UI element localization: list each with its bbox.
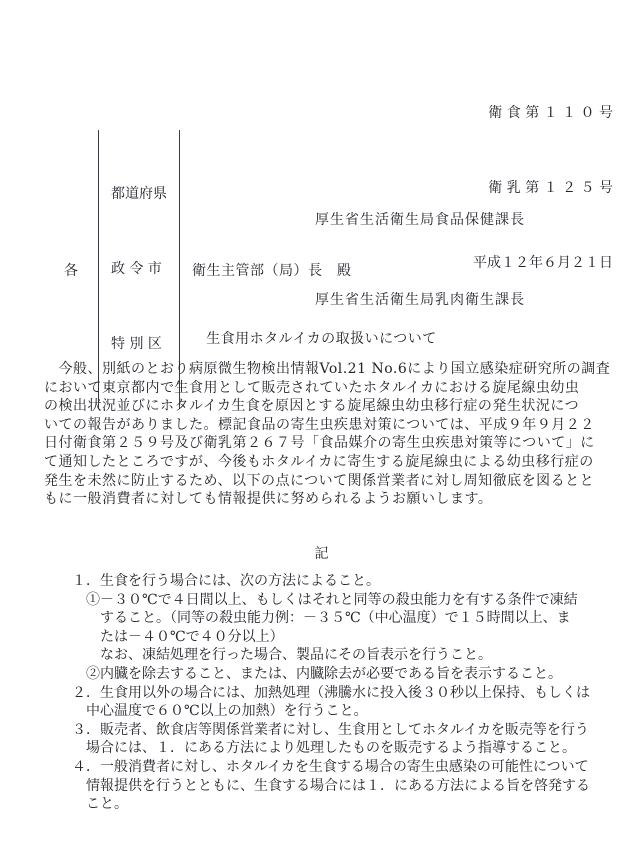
body-line: もに一般消費者に対しても情報提供に努められるようお願いします。 (44, 491, 493, 508)
record-marker: 記 (314, 546, 329, 562)
list-line: 場合には、１．にある方法により処理したものを販売するよう指導すること。 (72, 740, 576, 757)
sender-line: 厚生省生活衛生局食品保健課長 (315, 212, 525, 228)
list-line: １．生食を行う場合には、次の方法によること。 (72, 573, 380, 589)
instruction-list (72, 572, 632, 814)
list-line: なお、凍結処理を行った場合、製品にその旨表示を行うこと。 (72, 647, 492, 664)
body-line: において東京都内で生食用として販売されていたホタルイカにおける旋尾線虫幼虫 (44, 379, 580, 396)
doc-number-line: 衛 乳 第 １ ２ ５ 号 (488, 180, 613, 196)
recipient-line: 都道府県 (111, 186, 167, 202)
list-line: すること。（同等の殺虫能力例：－３５℃（中心温度）で１５時間以上、ま (72, 610, 571, 627)
list-line: たは－４０℃で４０分以上） (72, 628, 284, 645)
list-line: ３．販売者、飲食店等関係営業者に対し、生食用としてホタルイカを販売等を行う (72, 721, 589, 738)
body-line: 発生を未然に防止するため、以下の点について関係営業者に対し周知徹底を図るとと (44, 472, 595, 489)
body-line: いての報告がありました。標記食品の寄生虫疾患対策については、平成９年９月２２ (44, 416, 595, 433)
body-paragraph (44, 360, 619, 509)
list-line: ２．生食用以外の場合には、加熱処理（沸騰水に投入後３０秒以上保持、もしくは (72, 684, 590, 701)
body-line: の検出状況並びにホタルイカ生食を原因とする旋尾線虫幼虫移行症の発生状況につ (44, 398, 580, 415)
list-line: 情報提供を行うとともに、生食する場合には１．にある方法による旨を啓発する (72, 777, 590, 794)
body-line: 日付衛食第２５９号及び衛乳第２６７号「食品媒介の寄生虫疾患対策等について」に (44, 435, 595, 452)
body-line: 今般、別紙のとおり病原微生物検出情報Vol.21 No.6により国立感染症研究所の調査 (44, 361, 611, 377)
list-line: ②内臓を除去すること、または、内臓除去が必要である旨を表示すること。 (72, 665, 562, 682)
addressee-title: 衛生主管部（局）長 殿 (192, 262, 352, 279)
doc-number-line: 衛 食 第 １ １ ０ 号 (488, 105, 613, 121)
sender-line: 厚生省生活衛生局乳肉衛生課長 (315, 292, 525, 308)
recipient-line: 特 別 区 (111, 336, 162, 352)
addressee-prefix: 各 (64, 262, 78, 279)
body-line: て通知したところですが、今後もホタルイカに寄生する旋尾線虫による幼虫移行症の (44, 453, 594, 470)
list-line: ４．一般消費者に対し、ホタルイカを生食する場合の寄生虫感染の可能性について (72, 758, 589, 775)
list-line: ①－３０℃で４日間以上、もしくはそれと同等の殺虫能力を有する条件で凍結 (72, 591, 578, 608)
list-line: こと。 (72, 796, 128, 813)
doc-number-block (473, 51, 613, 326)
doc-date: 平成１２年６月２１日 (473, 255, 613, 271)
document-title: 生食用ホタルイカの取扱いについて (206, 331, 437, 347)
list-line: 中心温度で６０℃以上の加熱）を行うこと。 (72, 703, 368, 720)
recipient-line: 政 令 市 (111, 261, 162, 277)
